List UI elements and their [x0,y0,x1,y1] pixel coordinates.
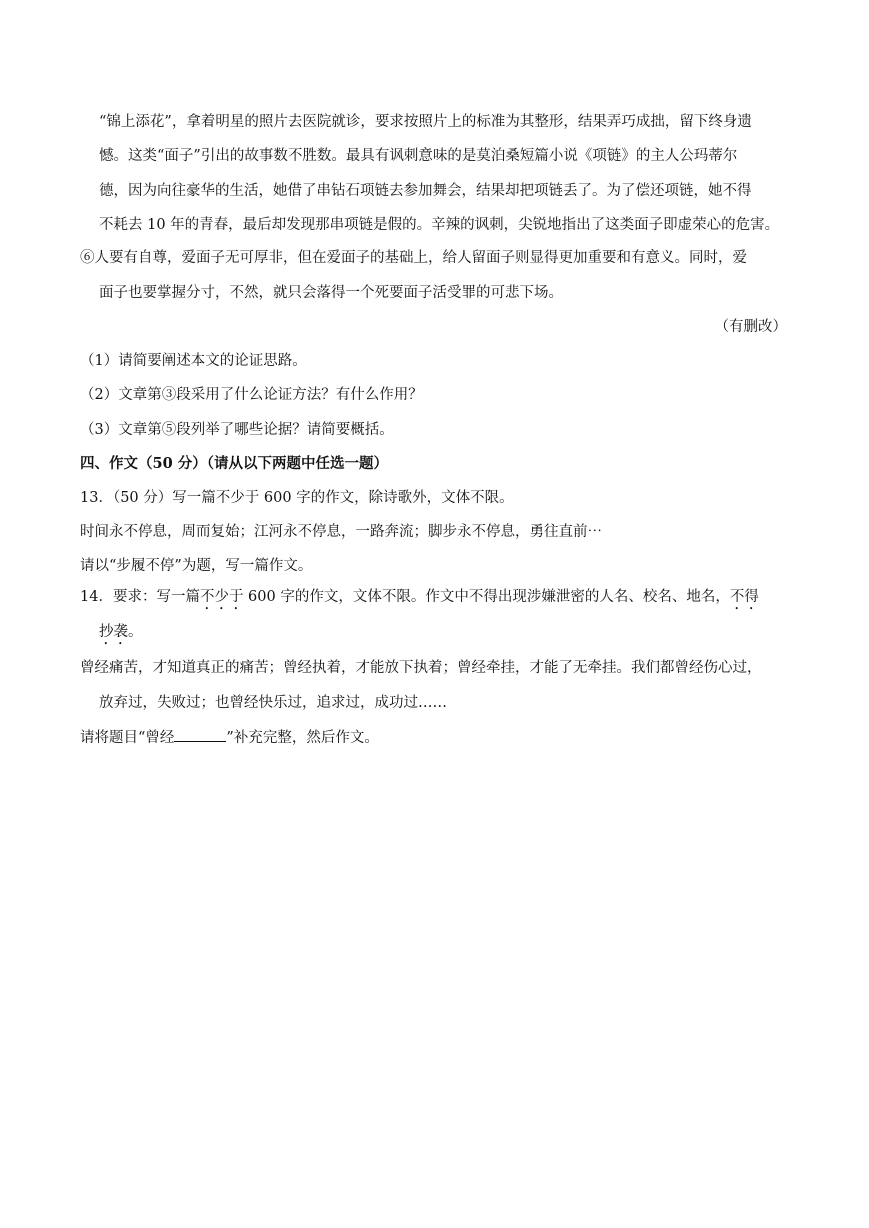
q13-material: 时间永不停息，周而复始；江河永不停息，一路奔流；脚步永不停息，勇往直前⋯ [80,524,602,540]
question-3: （3）文章第⑤段列举了哪些论据？请简要概括。 [80,422,394,438]
passage-p5-line-2: 憾。这类“面子”引出的故事数不胜数。最具有讽刺意味的是莫泊桑短篇小说《项链》的主人公玛蒂尔 [99,148,738,164]
passage-p5-line-3: 德，因为向往豪华的生活，她借了串钻石项链去参加舞会，结果却把项链丢了。为了偿还项链，她不得 [99,183,752,199]
q14-emphasis-chaoxi: 抄袭 [99,624,128,640]
q14-stem-part-b: 600 字的作文，文体不限。作文中不得出现涉嫌泄密的人名、校名、地名， [243,589,730,605]
question-2: （2）文章第③段采用了什么论证方法？有什么作用？ [80,387,423,403]
q14-prompt [80,727,379,748]
q14-material-line-1: 曾经痛苦，才知道真正的痛苦；曾经执着，才能放下执着；曾经牵挂，才能了无牵挂。我们都曾经伤心过， [80,660,762,676]
q14-stem-part-a: 14．要求：写一篇 [80,589,200,605]
q13-stem: 13．（50 分）写一篇不少于 600 字的作文，除诗歌外，文体不限。 [80,490,514,506]
q14-prompt-part-b: ”补充完整，然后作文。 [226,730,379,746]
title-blank [174,727,226,742]
q14-stem-end: 。 [128,624,143,640]
q13-prompt: 请以“步履不停”为题，写一篇作文。 [80,558,313,574]
q14-stem-line-2 [99,622,143,648]
passage-p5-line-1: “锦上添花”，拿着明星的照片去医院就诊，要求按照片上的标准为其整形，结果弄巧成拙，留下终身遗 [99,114,752,130]
passage-p6-line-2: 面子也要掌握分寸，不然，就只会落得一个死要面子活受罪的可悲下场。 [99,285,563,301]
question-1: （1）请简要阐述本文的论证思路。 [80,353,307,369]
q14-emphasis-bude: 不得 [729,589,759,605]
q14-material-line-2: 放弃过，失败过；也曾经快乐过，追求过，成功过…… [99,695,447,711]
q14-prompt-part-a: 请将题目“曾经 [80,730,175,746]
passage-p6-line-1: ⑥人要有自尊，爱面子无可厚非，但在爱面子的基础上，给人留面子则显得更加重要和有意义。同时，爱 [80,250,747,266]
source-note: （有删改） [714,319,787,335]
q14-emphasis-bushaoyu: 不少于 [199,589,244,605]
q14-stem [80,587,759,613]
passage-p5-line-4: 不耗去 10 年的青春，最后却发现那串项链是假的。辛辣的讽刺，尖锐地指出了这类面子即虚荣心的危害。 [99,217,780,233]
section-title: 四、作文（50 分）（请从以下两题中任选一题） [80,455,388,472]
